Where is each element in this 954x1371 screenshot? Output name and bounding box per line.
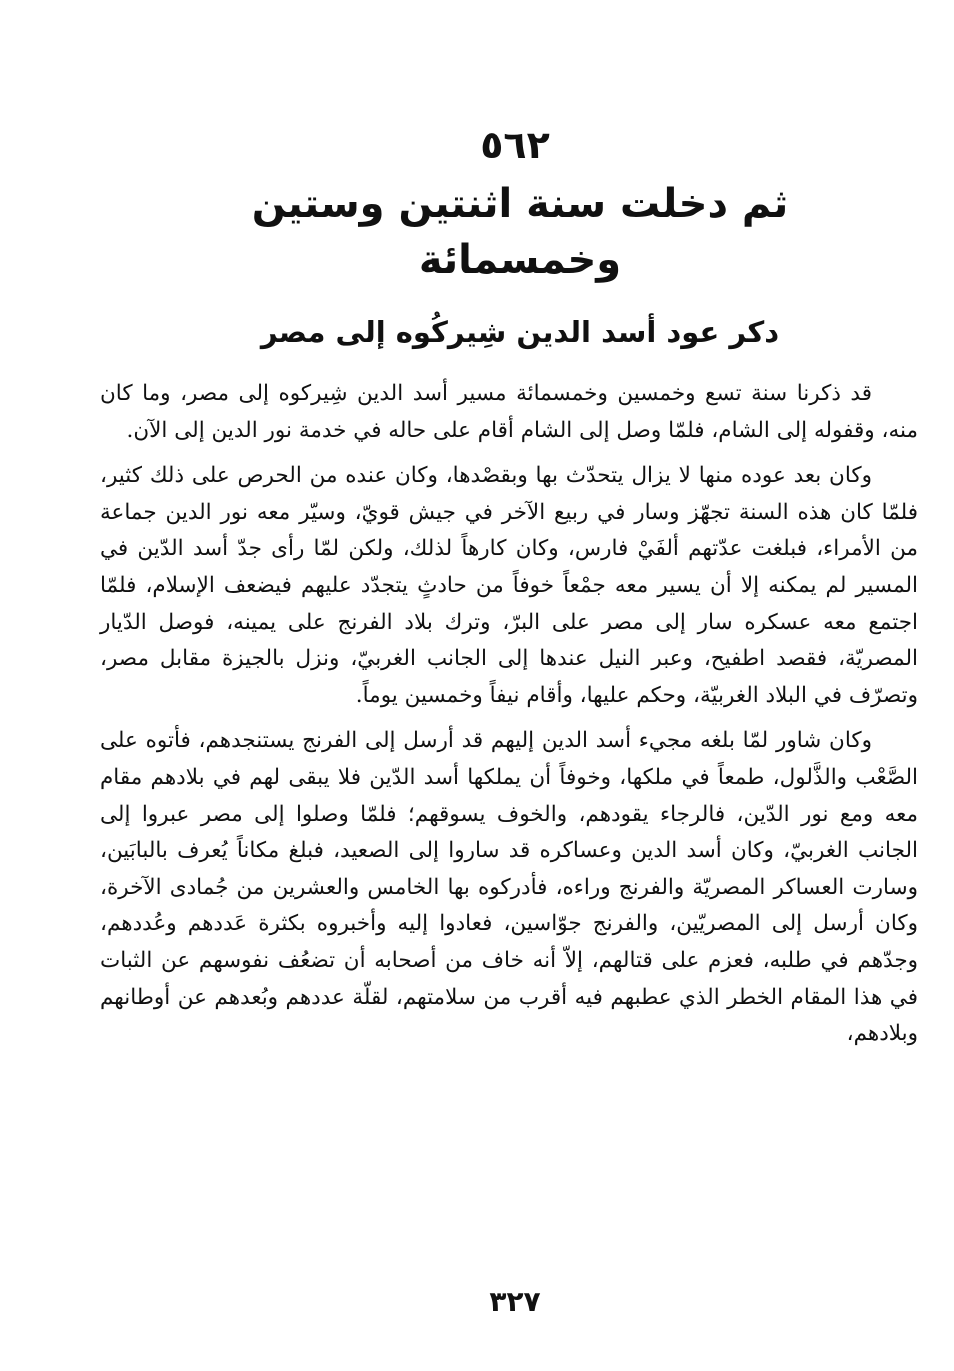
- page-number: ٣٢٧: [489, 1285, 541, 1318]
- section-heading: دكر عود أسد الدين شِيركُوه إلى مصر: [260, 315, 780, 349]
- paragraph: وكان شاور لمّا بلغه مجيء أسد الدين إليهم قد أرسل إلى الفرنج يستنجدهم، فأتوه على الصَّعْب والذَّلول، طمعاً في ملكها، وخوفاً أن يملكها أسد الدّين فلا يبقى لهم في بلادهم مقام معه ومع نور الدّين، فالرجاء يقودهم، والخوف يسوقهم؛ فلمّا وصلوا إلى مصر عبروا إلى الجانب الغربيّ، وكان أسد الدين وعساكره قد ساروا إلى الصعيد، فبلغ مكاناً يُعرف بالبابَين، وسارت العساكر المصريّة والفرنج وراءه، فأدركوه بها الخامس والعشرين من جُمادى الآخرة، وكان أرسل إلى المصريّين، والفرنج جوّاسين، فعادوا إليه وأخبروه بكثرة عَددهم وعُددهم، وجدّهم في طلبه، فعزم على قتالهم، إلاّ أنه خاف من أصحابه أن تضعُف نفوسهم عن الثبات في هذا المقام الخطر الذي عطبهم فيه أقرب من سلامتهم، لقلّة عددهم وبُعدهم عن أوطانهم وبلادهم،: [100, 728, 918, 1047]
- chapter-title: ثم دخلت سنة اثنتين وستين وخمسمائة: [251, 181, 789, 283]
- body-text: [100, 376, 918, 1062]
- year-number: ٥٦٢: [480, 123, 550, 167]
- paragraph: قد ذكرنا سنة تسع وخمسين وخمسمائة مسير أسد الدين شِيركوه إلى مصر، وما كان منه، وقفوله إلى الشام، فلمّا وصل إلى الشام أقام على حاله في خدمة نور الدين إلى الآن.: [100, 381, 918, 443]
- paragraph: وكان بعد عوده منها لا يزال يتحدّث بها وبقصْدها، وكان عنده من الحرص على ذلك كثير، فلمّا كان هذه السنة تجهّز وسار في ربيع الآخر في جيش قويّ، وسيّر معه نور الدين جماعة من الأمراء، فبلغت عدّتهم ألفَيْ فارس، وكان كارهاً لذلك، ولكن لمّا رأى جدّ أسد الدّين في المسير لم يمكنه إلا أن يسير معه جمْعاً خوفاً من حادثٍ يتجدّد عليهم فيضعف الإسلام، فلمّا اجتمع معه عسكره سار إلى مصر على البرّ، وترك بلاد الفرنج على يمينه، فوصل الدّيار المصريّة، فقصد اطفيح، وعبر النيل عندها إلى الجانب الغربيّ، ونزل بالجيزة مقابل مصر، وتصرّف في البلاد الغربيّة، وحكم عليها، وأقام نيفاً وخمسين يوماً.: [100, 463, 918, 708]
